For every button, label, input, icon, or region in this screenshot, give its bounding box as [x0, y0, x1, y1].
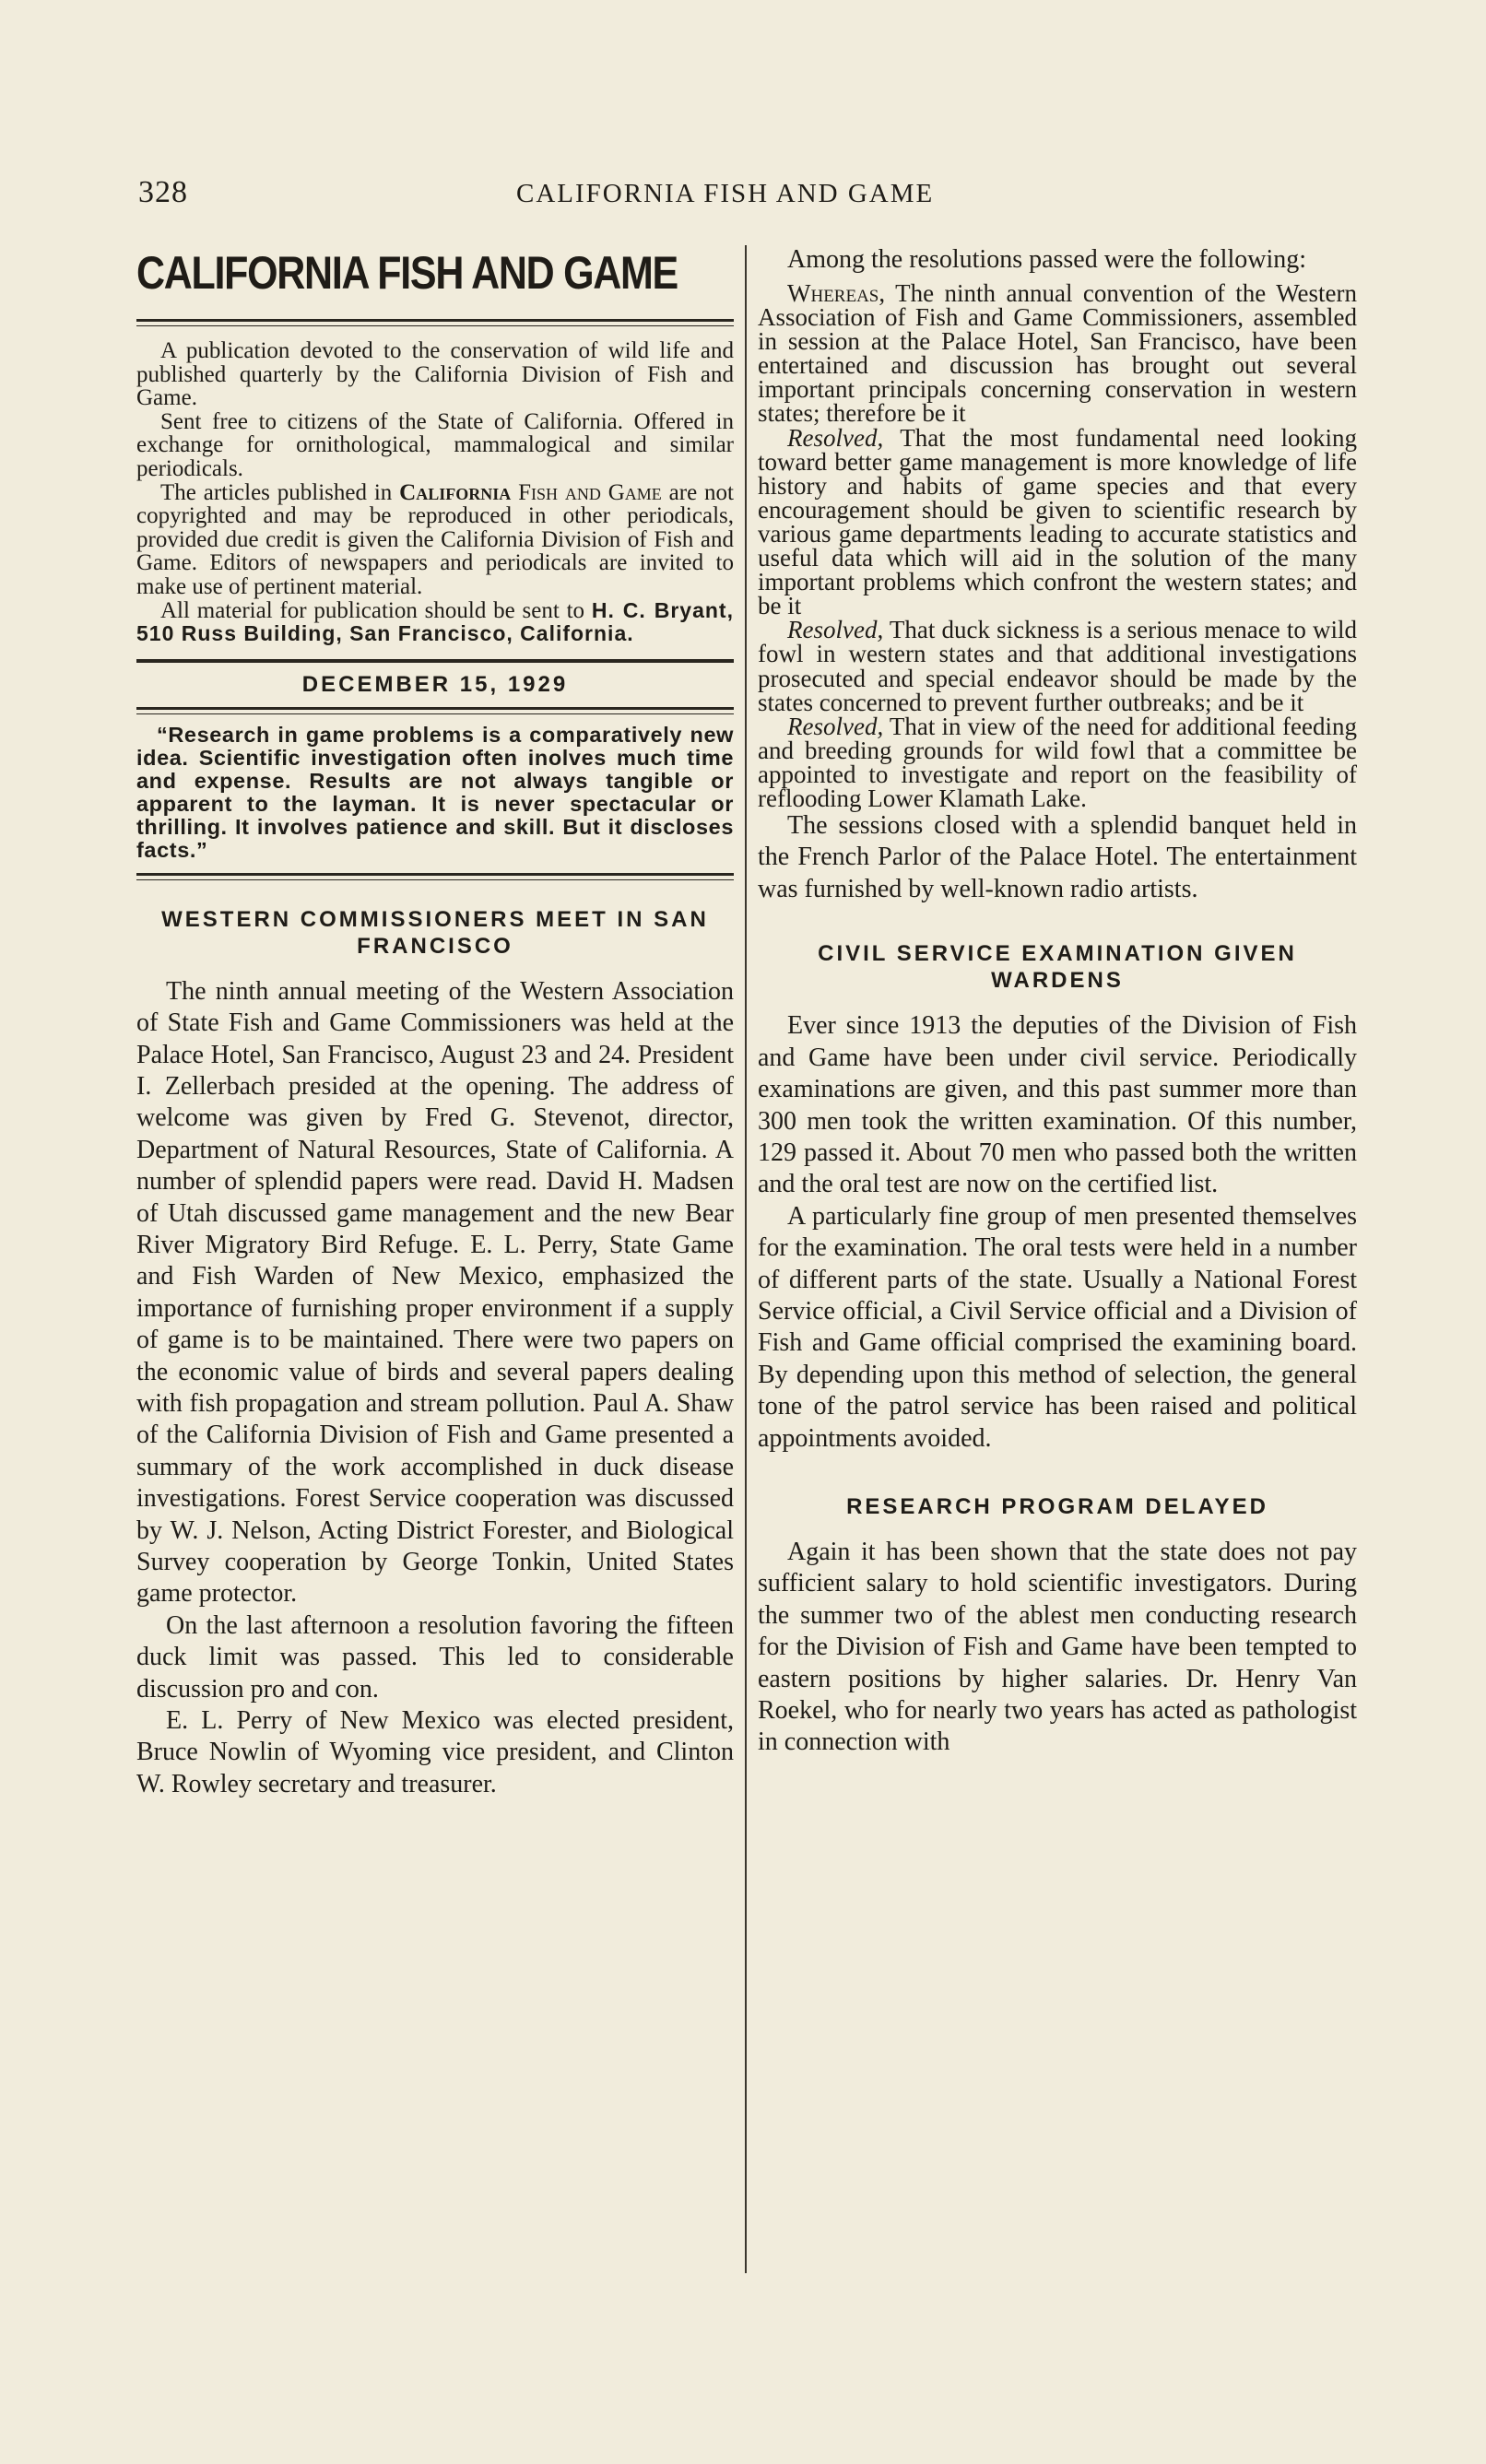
quote-rule: [136, 873, 734, 880]
whereas-paragraph: [758, 281, 1357, 426]
whereas-text: The ninth annual convention of the Western Association of Fish and Game Commissioners, assembled in session at the Palace Hotel, San Francisco, have been entertained and discussion has brought out several important principals concerning conservation in western states; therefore be it: [758, 279, 1357, 428]
date-rule-top: [136, 659, 734, 663]
masthead-paragraph-4: [136, 599, 734, 646]
masthead-title: CALIFORNIA FISH AND GAME: [136, 247, 678, 299]
civil-paragraph-2: A particularly fine group of men presented themselves for the examination. The oral tests were held in a number of different parts of the state. Usually a National Forest Service official, a Civil Service official and a Division of Fish and Game official comprised the examining board. By depending upon this method of selection, the general tone of the patrol service has been raised and political appointments avoided.: [758, 1201, 1357, 1453]
research-heading: RESEARCH PROGRAM DELAYED: [846, 1493, 1268, 1519]
resolved-word: Resolved,: [787, 616, 884, 644]
left-column: [136, 242, 734, 1800]
research-paragraph-1: Again it has been shown that the state does not pay sufficient salary to hold scientific investigators. During the summer two of the ablest men conducting research for the Division of Fish and Game have been tempted to eastern positions by higher salaries. Dr. Henry Van Roekel, who for nearly two years has acted as pathologist in connection with: [758, 1537, 1357, 1757]
resolved-1: [758, 423, 1357, 620]
column-divider: [745, 245, 747, 2273]
research-quote: “Research in game problems is a comparatively new idea. Scientific investigation often inolves much time and expense. Results are not always tangible or apparent to the layman. It is never spectacular or thrilling. It involves patience and skill. But it discloses facts.”: [136, 722, 734, 862]
running-title: CALIFORNIA FISH AND GAME: [516, 179, 935, 208]
right-column: [758, 245, 1357, 1759]
resolutions-intro: Among the resolutions passed were the following:: [787, 245, 1307, 274]
date-rule-bottom: [136, 707, 734, 714]
resolved-word: Resolved,: [787, 712, 884, 740]
p3-journal-name-2: Fish and Game: [518, 479, 662, 505]
civil-service-heading: CIVIL SERVICE EXAMINATION GIVEN WARDENS: [818, 941, 1297, 994]
resolved-3-text: That in view of the need for additional feeding and breeding grounds for wild fowl that a committee be appointed to investigate and report on the feasibility of reflooding Lower Klamath Lake.: [758, 712, 1357, 812]
resolved-word: Resolved,: [787, 423, 884, 452]
masthead-paragraph-1: A publication devoted to the conservation of wild life and published quarterly by the California Division of Fish and Game.: [136, 338, 734, 411]
masthead-block: [136, 339, 734, 646]
page-number: 328: [138, 175, 188, 209]
masthead-paragraph-2: Sent free to citizens of the State of California. Offered in exchange for ornithological, mammalogical and similar periodicals.: [136, 408, 734, 481]
issue-date: DECEMBER 15, 1929: [301, 671, 569, 697]
resolved-2-text: That duck sickness is a serious menace to wild fowl in western states and that additional investigations prosecuted and special endeavor should be made by the states concerned to prevent further outbreaks; and be it: [758, 616, 1357, 716]
civil-paragraph-1: Ever since 1913 the deputies of the Division of Fish and Game have been under civil service. Periodically examinations are given, and this past summer more than 300 men took the written examination. Of this number, 129 passed it. About 70 men who passed both the written and the oral test are now on the certified list.: [758, 1011, 1357, 1199]
running-header: [138, 175, 1355, 212]
p3-journal-name-1: California: [399, 479, 512, 505]
p4-lead: All material for publication should be sent to: [160, 597, 592, 623]
p3-tail: are not copyrighted and may be reproduced in other periodicals, provided due credit is given the California Division of Fish and Game. Editors of newspapers and periodicals are invited to make use of pertinent material.: [136, 479, 734, 599]
resolved-3: [758, 714, 1357, 810]
sessions-closing: The sessions closed with a splendid banquet held in the French Parlor of the Palace Hotel. The entertainment was furnished by well-known radio artists.: [758, 811, 1357, 903]
western-paragraph-1: The ninth annual meeting of the Western Association of State Fish and Game Commissioners was held at the Palace Hotel, San Francisco, August 23 and 24. President I. Zellerbach presided at the opening. The address of welcome was given by Fred G. Stevenot, director, Department of Natural Resources, State of California. A number of splendid papers were read. David H. Madsen of Utah discussed game management and the new Bear River Migratory Bird Refuge. E. L. Perry, State Game and Fish Warden of New Mexico, emphasized the importance of furnishing proper environment if a supply of game is to be maintained. There were two papers on the economic value of birds and several papers dealing with fish propagation and stream pollution. Paul A. Shaw of the California Division of Fish and Game presented a summary of the work accomplished in duck disease investigations. Forest Service cooperation was discussed by W. J. Nelson, Acting District Forester, and Biological Survey cooperation by George Tonkin, United States game protector.: [136, 976, 734, 1609]
resolved-2: [758, 616, 1357, 716]
masthead-rule: [136, 319, 734, 326]
western-paragraph-3: E. L. Perry of New Mexico was elected president, Bruce Nowlin of Wyoming vice president, and Clinton W. Rowley secretary and treasurer.: [136, 1706, 734, 1798]
western-paragraph-2: On the last afternoon a resolution favoring the fifteen duck limit was passed. This led to considerable discussion pro and con.: [136, 1610, 734, 1704]
resolved-1-text: That the most fundamental need looking toward better game management is more knowledge of life history and habits of game species and that every encouragement should be given to scientific research by various game departments leading to accurate statistics and useful data which will aid in the solution of the many important problems which confront the western states; and be it: [758, 423, 1357, 620]
masthead-paragraph-3: [136, 481, 734, 599]
editor-address: H. C. Bryant, 510 Russ Building, San Francisco, California.: [136, 597, 734, 646]
p3-lead: The articles published in: [160, 479, 400, 505]
western-commissioners-heading: WESTERN COMMISSIONERS MEET IN SAN FRANCISCO: [161, 906, 709, 959]
whereas-word: Whereas,: [787, 279, 886, 307]
